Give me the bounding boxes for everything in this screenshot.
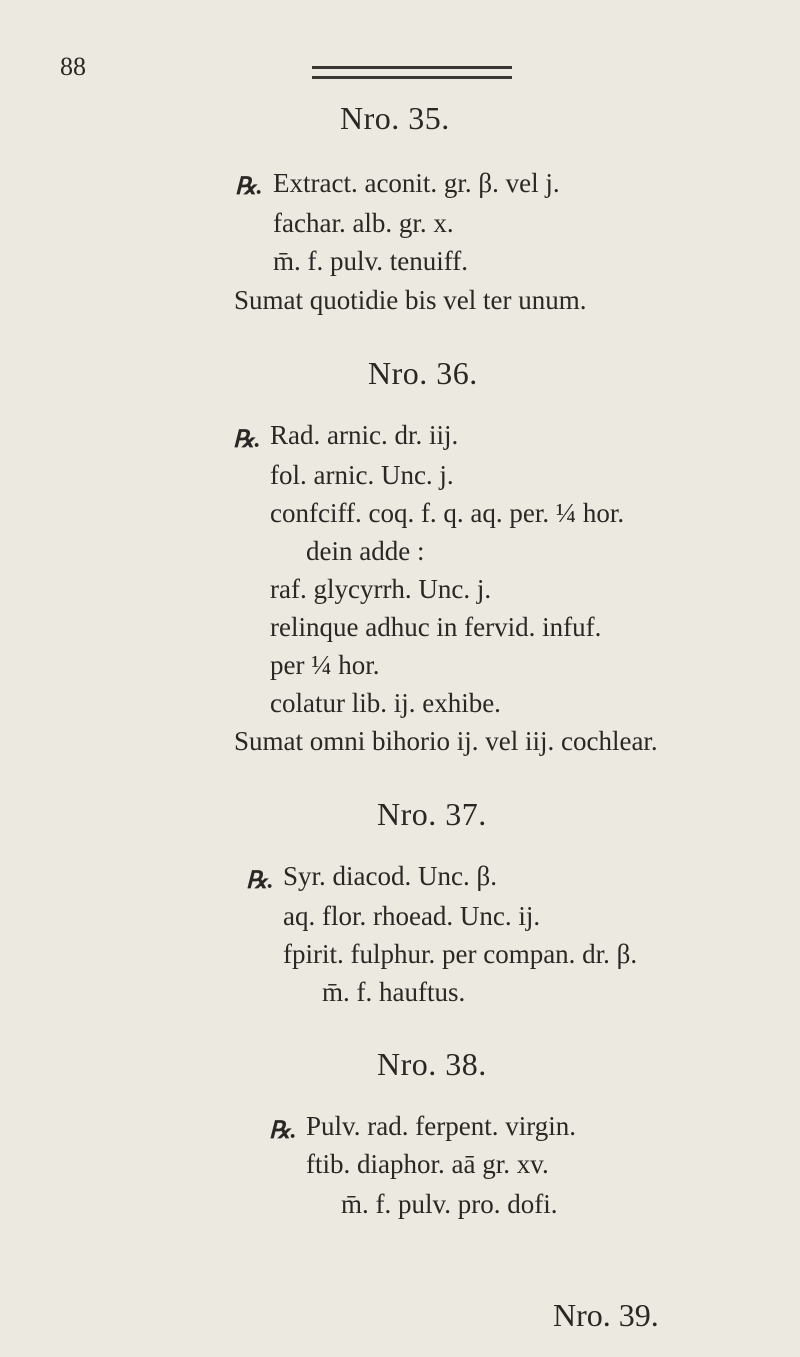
prescription-line: m̄. f. pulv. tenuiff. xyxy=(273,246,468,276)
prescription-line: Syr. diacod. Unc. β. xyxy=(283,861,497,891)
prescription-line: Pulv. rad. ferpent. virgin. xyxy=(306,1111,576,1141)
recipe-heading: Nro. 37. xyxy=(377,796,487,832)
prescription-line: fpirit. fulphur. per compan. dr. β. xyxy=(283,939,638,969)
page-number: 88 xyxy=(60,52,86,81)
recipe-heading: Nro. 35. xyxy=(340,100,450,136)
recipe-symbol: ℞. xyxy=(233,427,261,453)
header-rule xyxy=(312,66,512,69)
recipe-symbol: ℞. xyxy=(269,1118,297,1144)
prescription-line: m̄. f. pulv. pro. dofi. xyxy=(341,1189,558,1219)
prescription-line: relinque adhuc in fervid. infuf. xyxy=(270,612,602,642)
prescription-line: per ¼ hor. xyxy=(270,650,380,680)
prescription-line: Extract. aconit. gr. β. vel j. xyxy=(273,168,560,198)
prescription-line: Rad. arnic. dr. iij. xyxy=(270,420,459,450)
prescription-line: fol. arnic. Unc. j. xyxy=(270,460,454,490)
catchword: Nro. 39. xyxy=(553,1297,659,1333)
prescription-line: fachar. alb. gr. x. xyxy=(273,208,454,238)
prescription-line: confciff. coq. f. q. aq. per. ¼ hor. xyxy=(270,498,625,528)
recipe-heading: Nro. 38. xyxy=(377,1046,487,1082)
recipe-heading: Nro. 36. xyxy=(368,355,478,391)
recipe-symbol: ℞. xyxy=(246,868,274,894)
prescription-line: aq. flor. rhoead. Unc. ij. xyxy=(283,901,541,931)
prescription-instruction: Sumat quotidie bis vel ter unum. xyxy=(234,285,587,315)
prescription-line: colatur lib. ij. exhibe. xyxy=(270,688,501,718)
prescription-instruction: Sumat omni bihorio ij. vel iij. cochlear. xyxy=(234,726,658,756)
prescription-line: m̄. f. hauftus. xyxy=(322,977,466,1007)
header-rule xyxy=(312,76,512,79)
recipe-symbol: ℞. xyxy=(235,174,263,200)
prescription-line: dein adde : xyxy=(306,536,425,566)
prescription-line: ftib. diaphor. aā gr. xv. xyxy=(306,1149,549,1179)
prescription-line: raf. glycyrrh. Unc. j. xyxy=(270,574,492,604)
